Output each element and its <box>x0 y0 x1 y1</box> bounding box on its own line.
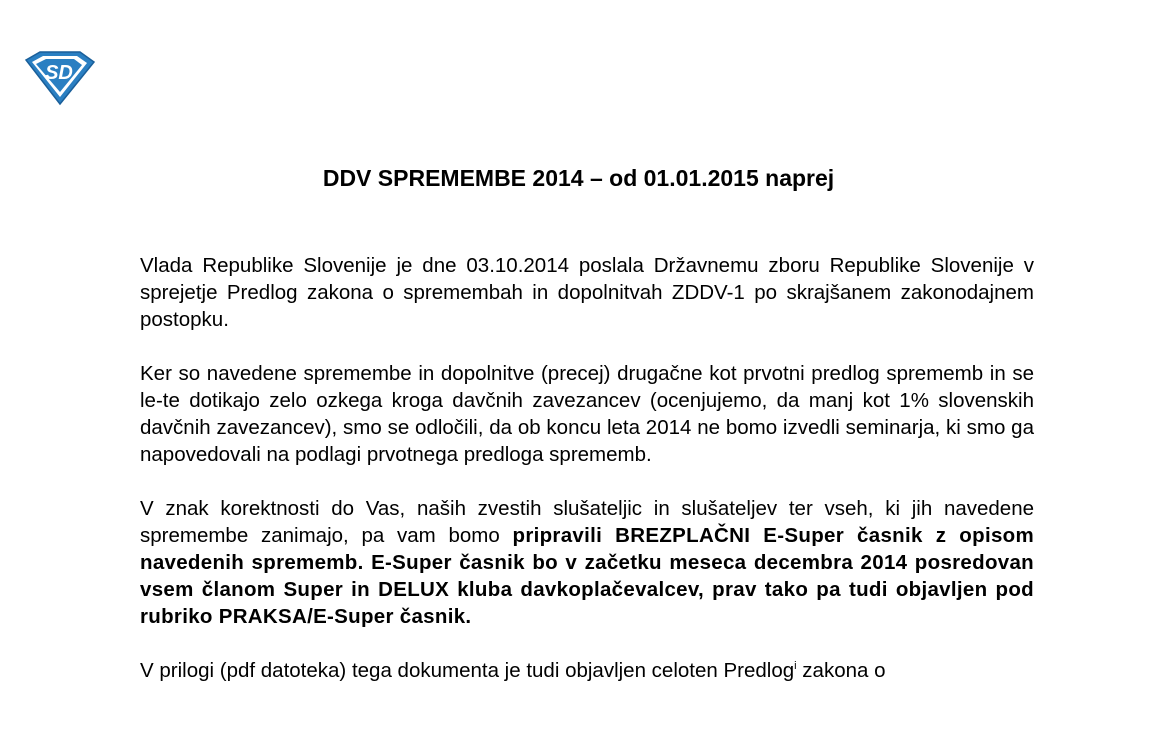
document-body <box>140 252 1034 711</box>
paragraph-3-normal: V znak korektnosti do Vas, naših zvestih slušateljic in slušateljev ter vseh, ki jih navedene spremembe zanimajo, pa vam bomo <box>140 497 1034 547</box>
paragraph-3 <box>140 495 1034 630</box>
document-title: DDV SPREMEMBE 2014 – od 01.01.2015 naprej <box>322 165 835 191</box>
footnote-mark[interactable]: i <box>794 660 797 673</box>
shield-logo-icon <box>22 50 96 106</box>
paragraph-4 <box>140 657 1034 684</box>
paragraph-4-end: zakona o <box>796 659 886 682</box>
paragraph-3-bold: pripravili BREZPLAČNI E-Super časnik z opisom navedenih sprememb. E-Super časnik bo v začetku meseca decembra 2014 posredovan vsem članom Super in DELUX kluba davkoplačevalcev, prav tako pa tudi objavljen pod rubriko PRAKSA/E-Super časnik. <box>140 524 1034 628</box>
company-logo <box>22 50 96 106</box>
paragraph-2: Ker so navedene spremembe in dopolnitve (precej) drugačne kot prvotni predlog sprememb in se le-te dotikajo zelo ozkega kroga davčnih zavezancev (ocenjujemo, da manj kot 1% slovenskih davčnih zavezancev), smo se odločili, da ob koncu leta 2014 ne bomo izvedli seminarja, ki smo ga napovedovali na podlagi prvotnega predloga sprememb. <box>140 362 1034 466</box>
paragraph-4-start: V prilogi (pdf datoteka) tega dokumenta je tudi objavljen celoten Predlog <box>140 659 795 682</box>
paragraph-1: Vlada Republike Slovenije je dne 03.10.2014 poslala Državnemu zboru Republike Slovenije v sprejetje Predlog zakona o spremembah in dopolnitvah ZDDV-1 po skrajšanem zakonodajnem postopku. <box>140 254 1034 331</box>
logo-text: SD <box>45 62 73 84</box>
